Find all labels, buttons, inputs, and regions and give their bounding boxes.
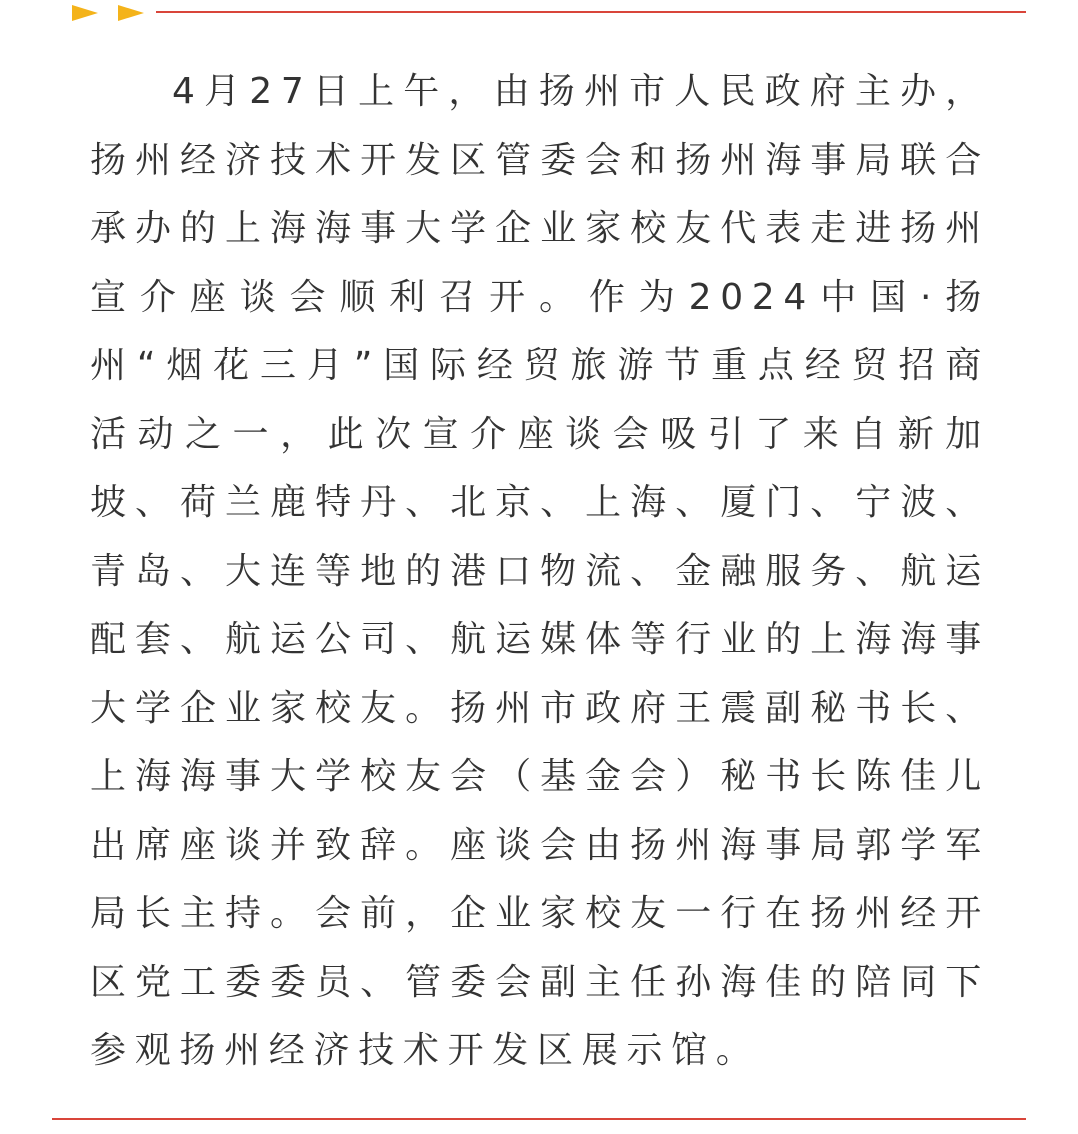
top-divider: [156, 11, 1026, 13]
play-arrow-icon: [72, 5, 98, 21]
play-arrow-icon: [118, 5, 144, 21]
article-paragraph: 4月27日上午，由扬州市人民政府主办，扬州经济技术开发区管委会和扬州海事局联合承办的上海海事大学企业家校友代表走进扬州宣介座谈会顺利召开。作为2024中国·扬州“烟花三月”国际经贸旅游节重点经贸招商活动之一，此次宣介座谈会吸引了来自新加坡、荷兰鹿特丹、北京、上海、厦门、宁波、青岛、大连等地的港口物流、金融服务、航运配套、航运公司、航运媒体等行业的上海海事大学企业家校友。扬州市政府王震副秘书长、上海海事大学校友会（基金会）秘书长陈佳儿出席座谈并致辞。座谈会由扬州海事局郭学军局长主持。会前，企业家校友一行在扬州经开区党工委委员、管委会副主任孙海佳的陪同下参观扬州经济技术开发区展示馆。: [90, 71, 990, 1071]
bottom-divider: [52, 1118, 1026, 1120]
top-decoration: [0, 0, 1078, 30]
article-body: [90, 58, 990, 1086]
